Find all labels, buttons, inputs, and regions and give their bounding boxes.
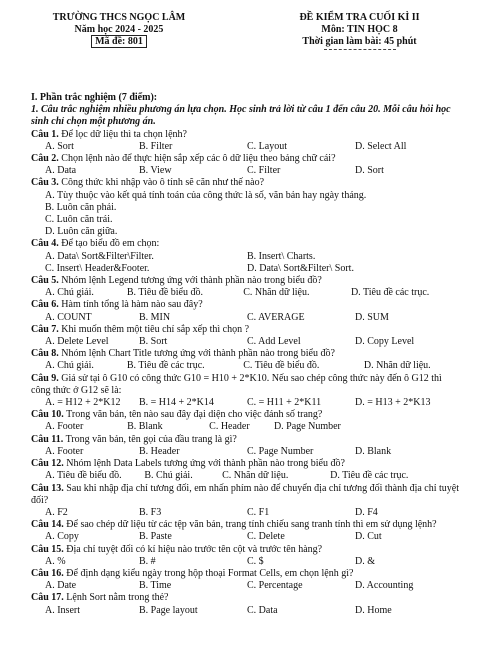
option-b: B. Tiêu đề biểu đồ. [126, 287, 203, 299]
option-a: A. % [45, 555, 66, 567]
question-text: Trong văn bản, tên nào sau đây đại diện cho việc đánh số trang? [66, 409, 323, 421]
option-b: B. Chú giải. [144, 470, 193, 482]
question-label: Câu 15. [31, 543, 64, 555]
option-d: D. & [355, 555, 375, 567]
question-label: Câu 6. [31, 299, 59, 311]
option-a: A. Chú giải. [45, 287, 94, 299]
question-8 [31, 348, 463, 360]
option-a: A. Chú giải. [45, 360, 94, 372]
question-6 [31, 299, 463, 311]
exam-info [262, 12, 457, 50]
option-d: D. = H13 + 2*K13 [355, 397, 431, 409]
option-a: A. F2 [45, 506, 68, 518]
option-a: A. Tiêu đề biểu đồ. [45, 470, 122, 482]
option-b: B. Time [139, 580, 172, 592]
question-label: Câu 13. [31, 482, 64, 494]
question-label: Câu 16. [31, 567, 64, 579]
question-12-options [31, 470, 463, 482]
option-b: B. Blank [127, 421, 163, 433]
option-a: A. Copy [45, 531, 79, 543]
option-c: C. Nhãn dữ liệu. [222, 470, 289, 482]
question-text: Trong văn bản, tên gọi của đầu trang là gì? [65, 433, 237, 445]
option-b: B. Insert\ Charts. [247, 250, 316, 262]
option-d: D. Accounting [355, 580, 414, 592]
exam-code [34, 36, 204, 48]
question-14 [31, 519, 463, 531]
question-4 [31, 238, 463, 250]
question-text: Lệnh Sort nằm trong thẻ? [66, 592, 169, 604]
question-text: Hàm tính tổng là hàm nào sau đây? [61, 299, 203, 311]
exam-code-box: Mã đề: 801 [91, 35, 147, 48]
option-b: B. View [139, 165, 172, 177]
question-label: Câu 7. [31, 323, 59, 335]
option-d: D. Tiêu đề các trục. [350, 287, 430, 299]
question-label: Câu 8. [31, 348, 59, 360]
option-b: B. Paste [139, 531, 172, 543]
option-b: B. Luôn căn phải. [45, 201, 117, 213]
option-a: A. Date [45, 580, 77, 592]
option-b: B. Page layout [139, 604, 198, 616]
question-text: Để sao chép dữ liệu từ các tệp văn bản, trang tính chiếu sang tranh tính thì em sử dụng lệnh? [66, 519, 437, 531]
option-b: B. # [139, 555, 156, 567]
option-d: D. Blank [355, 445, 392, 457]
question-text: Nhóm lệnh Legend tương ứng với thành phần nào trong biểu đồ? [61, 275, 322, 287]
option-b: B. Tiêu đề các trục. [126, 360, 205, 372]
question-5-options [31, 287, 463, 299]
question-4-options-row-1 [31, 251, 463, 263]
option-c: C. F1 [247, 506, 270, 518]
option-a: A. Tùy thuộc vào kết quả tính toán của công thức là số, văn bản hay ngày tháng. [45, 189, 367, 201]
option-c: C. Layout [247, 140, 287, 152]
question-text: Khi muốn thêm một tiêu chí sắp xếp thì chọn ? [61, 323, 250, 335]
option-c: C. Insert\ Header&Footer. [45, 262, 150, 274]
option-d: D. Select All [355, 140, 407, 152]
option-c: C. $ [247, 555, 264, 567]
option-b: B. Header [139, 445, 180, 457]
question-13-options [31, 507, 463, 519]
question-label: Câu 14. [31, 519, 64, 531]
option-a: A. Footer [45, 421, 84, 433]
school-year: Năm học 2024 - 2025 [74, 24, 164, 35]
question-11-options [31, 446, 463, 458]
question-6-options [31, 312, 463, 324]
option-d: D. Page Number [273, 421, 341, 433]
question-text: Giả sử tại ô G10 có công thức G10 = H10 + 2*K10. Nếu sao chép công thức này đến ô G12 thì công thức ở G12 sẽ là: [31, 372, 442, 396]
option-d: D. Luôn căn giữa. [45, 226, 118, 238]
option-a: A. Insert [45, 604, 80, 616]
option-a: A. Delete Level [45, 336, 109, 348]
exam-title: ĐỀ KIỂM TRA CUỐI KÌ II [299, 12, 420, 23]
option-a: A. Sort [45, 140, 74, 152]
question-label: Câu 9. [31, 372, 59, 384]
option-d: D. Copy Level [355, 336, 415, 348]
option-c: C. Header [209, 421, 250, 433]
option-a: A. Data\ Sort&Filter\Filter. [45, 250, 154, 262]
question-text: Công thức khi nhập vào ô tính sẽ căn như thế nào? [61, 177, 265, 189]
option-d: D. Home [355, 604, 392, 616]
question-text: Chọn lệnh nào để thực hiện sắp xếp các ô dữ liệu theo bảng chữ cái? [61, 153, 336, 165]
option-c: C. Page Number [247, 445, 314, 457]
option-d: D. Nhãn dữ liệu. [363, 360, 431, 372]
option-b: B. F3 [139, 506, 162, 518]
question-7 [31, 324, 463, 336]
question-text: Nhóm lệnh Data Labels tương ứng với thành phần nào trong biểu đồ? [66, 458, 345, 470]
option-b: B. Sort [139, 336, 168, 348]
question-10 [31, 409, 463, 421]
section-instruction: 1. Câu trắc nghiệm nhiều phương án lựa chọn. Học sinh trả lời từ câu 1 đến câu 20. Mỗi câu hỏi học sinh chỉ chọn một phương án. [31, 104, 451, 128]
question-label: Câu 17. [31, 592, 64, 604]
question-text: Nhóm lệnh Chart Title tương ứng với thành phần nào trong biểu đồ? [61, 348, 335, 360]
question-16-options [31, 580, 463, 592]
option-c: C. Nhãn dữ liệu. [243, 287, 310, 299]
option-d: D. Sort [355, 165, 384, 177]
question-9 [31, 373, 463, 397]
option-d: D. Cut [355, 531, 382, 543]
question-8-options [31, 360, 463, 372]
exam-subject: Môn: TIN HỌC 8 [321, 24, 398, 35]
question-13 [31, 483, 463, 507]
question-label: Câu 1. [31, 128, 59, 140]
question-14-options [31, 531, 463, 543]
question-9-options [31, 397, 463, 409]
option-a: A. COUNT [45, 311, 92, 323]
option-c: C. Tiêu đề biểu đồ. [243, 360, 320, 372]
school-name: TRƯỜNG THCS NGỌC LÂM [52, 12, 186, 23]
option-a: A. Footer [45, 445, 84, 457]
option-a: A. Data [45, 165, 77, 177]
option-b: B. = H14 + 2*K14 [139, 397, 214, 409]
option-c: C. Delete [247, 531, 285, 543]
question-4-options-row-2 [31, 263, 463, 275]
question-11 [31, 434, 463, 446]
question-label: Câu 3. [31, 177, 59, 189]
question-3 [31, 177, 463, 189]
question-15-options [31, 556, 463, 568]
option-c: C. Luôn căn trái. [45, 214, 113, 226]
option-c: C. Add Level [247, 336, 301, 348]
question-text: Sau khi nhập địa chỉ tương đối, em nhấn phím nào để chuyển địa chỉ tương đối thành địa chỉ tuyệt đối? [31, 482, 460, 506]
question-12 [31, 458, 463, 470]
question-label: Câu 11. [31, 433, 64, 445]
question-17-options [31, 605, 463, 617]
question-label: Câu 2. [31, 153, 59, 165]
option-b: B. Filter [139, 140, 173, 152]
question-text: Để định dạng kiểu ngày trong hộp thoại Format Cells, em chọn lệnh gì? [66, 567, 354, 579]
question-label: Câu 4. [31, 238, 59, 250]
question-text: Để lọc dữ liệu thì ta chọn lệnh? [61, 128, 187, 140]
question-2 [31, 153, 463, 165]
question-16 [31, 568, 463, 580]
question-text: Để tạo biểu đồ em chọn: [61, 238, 160, 250]
question-text: Địa chỉ tuyệt đối có kí hiệu nào trước tên cột và trước tên hàng? [66, 543, 323, 555]
school-info [34, 12, 204, 48]
option-c: C. = H11 + 2*K11 [247, 397, 322, 409]
option-d: D. Data\ Sort&Filter\ Sort. [247, 262, 354, 274]
exam-time: Thời gian làm bài: 45 phút [302, 36, 417, 47]
option-d: D. F4 [355, 506, 378, 518]
question-10-options [31, 421, 463, 433]
header-divider [324, 49, 396, 50]
section-title: I. Phần trắc nghiệm (7 điểm): [31, 92, 158, 103]
option-c: C. Percentage [247, 580, 303, 592]
option-b: B. MIN [139, 311, 171, 323]
question-15 [31, 544, 463, 556]
question-7-options [31, 336, 463, 348]
question-label: Câu 5. [31, 275, 59, 287]
option-c: C. Filter [247, 165, 281, 177]
question-label: Câu 12. [31, 458, 64, 470]
option-d: D. SUM [355, 311, 389, 323]
question-17 [31, 592, 463, 604]
option-c: C. Data [247, 604, 278, 616]
option-c: C. AVERAGE [247, 311, 305, 323]
exam-header [0, 12, 482, 72]
question-2-options [31, 165, 463, 177]
exam-body [31, 92, 463, 617]
option-a: A. = H12 + 2*K12 [45, 397, 121, 409]
question-1 [31, 129, 463, 141]
question-5 [31, 275, 463, 287]
question-label: Câu 10. [31, 409, 64, 421]
option-d: D. Tiêu đề các trục. [330, 470, 409, 482]
question-1-options [31, 141, 463, 153]
